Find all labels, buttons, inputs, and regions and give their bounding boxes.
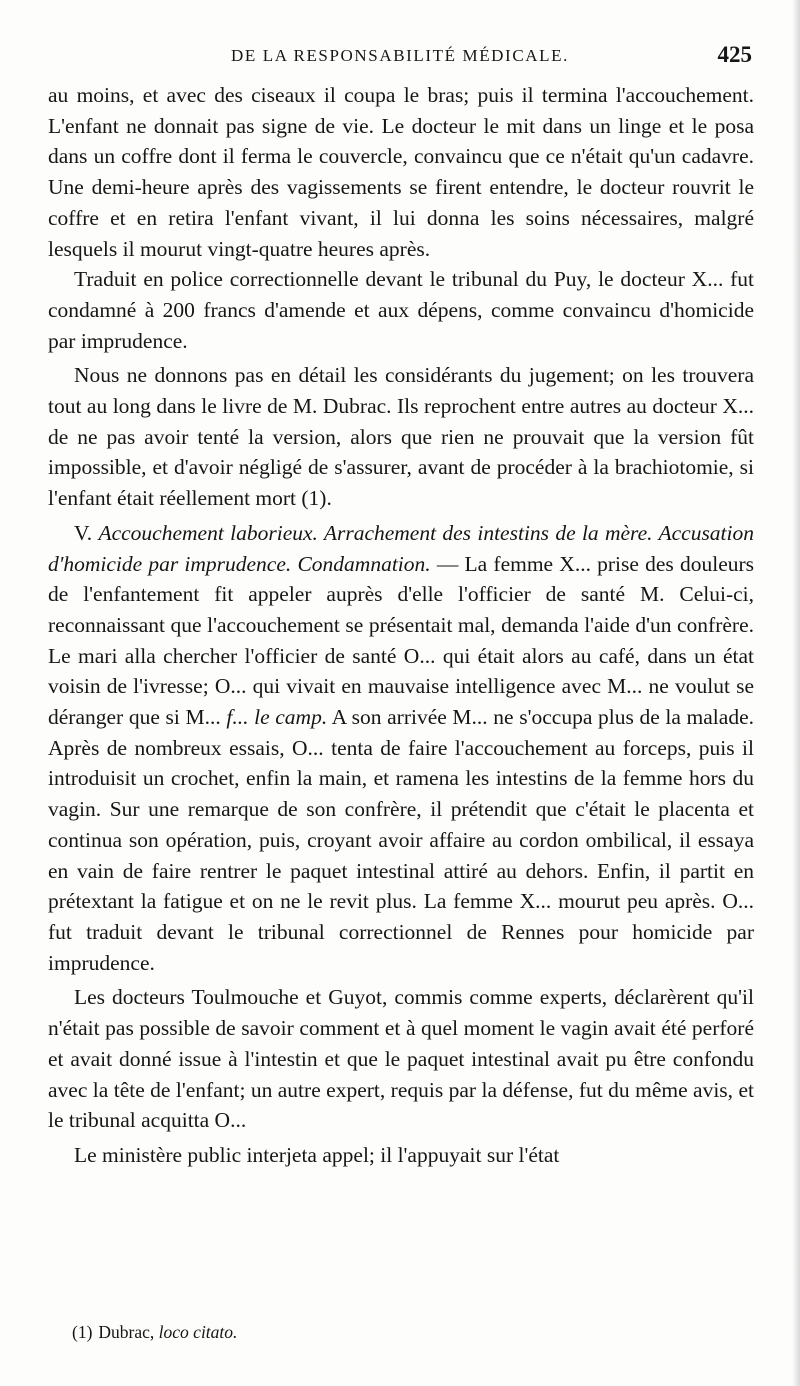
paragraph-judgment: Nous ne donnons pas en détail les considérants du jugement; on les trouvera tout au long dans le livre de M. Dubrac. Ils reprochent entre autres au docteur X... de ne pas avoir tenté la version, alors que rien ne prouvait que la version fût impossible, et d'avoir négligé de s'assurer, avant de procéder à la brachiotomie, si l'enfant était réellement mort (1). bbox=[48, 363, 754, 511]
paragraph-trial: Traduit en police correctionnelle devant le tribunal du Puy, le docteur X... fut condamné à 200 francs d'amende et aux dépens, comme convaincu d'homicide par imprudence. bbox=[48, 267, 754, 353]
footnote bbox=[72, 1322, 237, 1343]
paragraph-experts: Les docteurs Toulmouche et Guyot, commis comme experts, déclarèrent qu'il n'était pas possible de savoir comment et à quel moment le vagin avait été perforé et avait donné issue à l'intestin et que le paquet intestinal avait pu être confondu avec la tête de l'enfant; un autre expert, requis par la défense, fut du même avis, et le tribunal acquitta O... bbox=[48, 985, 754, 1133]
page-edge-shadow bbox=[792, 0, 800, 1386]
case-title: Accouchement laborieux. Arrachement des intestins de la mère. Accusation d'homicide par imprudence. Condamnation. bbox=[48, 520, 755, 576]
footnote-author: Dubrac, bbox=[98, 1322, 155, 1342]
paragraph-appeal: Le ministère public interjeta appel; il l'appuyait sur l'état bbox=[74, 1142, 560, 1167]
footnote-marker: (1) bbox=[72, 1322, 93, 1342]
body-text bbox=[48, 80, 754, 1171]
paragraph-case-v bbox=[48, 518, 754, 979]
paragraph-continuation: au moins, et avec des ciseaux il coupa le bras; puis il termina l'accouchement. L'enfant ne donnait pas signe de vie. Le docteur le mit dans un linge et le posa dans un coffre dont il ferma le couvercle, convaincu que ce n'était qu'un cadavre. Une demi-heure après des vagissements se firent entendre, le docteur rouvrit le coffre et en retira l'enfant vivant, il lui donna les soins nécessaires, malgré lesquels il mourut vingt-quatre heures après. bbox=[48, 83, 754, 261]
running-head: DE LA RESPONSABILITÉ MÉDICALE. bbox=[231, 46, 569, 65]
case-text-part-1: — La femme X... prise des douleurs de l'enfantement fit appeler auprès d'elle l'officier de santé M. Celui-ci, reconnaissant que l'accouchement se présentait mal, demanda l'aide d'un confrère. Le mari alla chercher l'officier de santé O... qui était alors au café, dans un état voisin de l'ivresse; O... qui vivait en mauvaise intelligence avec M... ne voulut se déranger que si M... bbox=[48, 551, 755, 730]
page-number: 425 bbox=[717, 42, 752, 67]
case-quote: f... le camp. bbox=[226, 705, 328, 730]
case-number: V. bbox=[74, 520, 93, 545]
case-text-part-2: A son arrivée M... ne s'occupa plus de la malade. Après de nombreux essais, O... tenta de faire l'accouchement au forceps, puis il introduisit un crochet, enfin la main, et ramena les intestins de la femme hors du vagin. Sur une remarque de son confrère, il prétendit que c'était le placenta et continua son opération, puis, croyant avoir affaire au cordon ombilical, il essaya en vain de faire rentrer le paquet intestinal attiré au dehors. Enfin, il partit en prétextant la fatigue et on ne le revit plus. La femme X... mourut peu après. O... fut traduit devant le tribunal correctionnel de Rennes pour homicide par imprudence. bbox=[48, 705, 754, 975]
footnote-citation: loco citato. bbox=[158, 1322, 238, 1342]
page-header bbox=[48, 42, 752, 72]
